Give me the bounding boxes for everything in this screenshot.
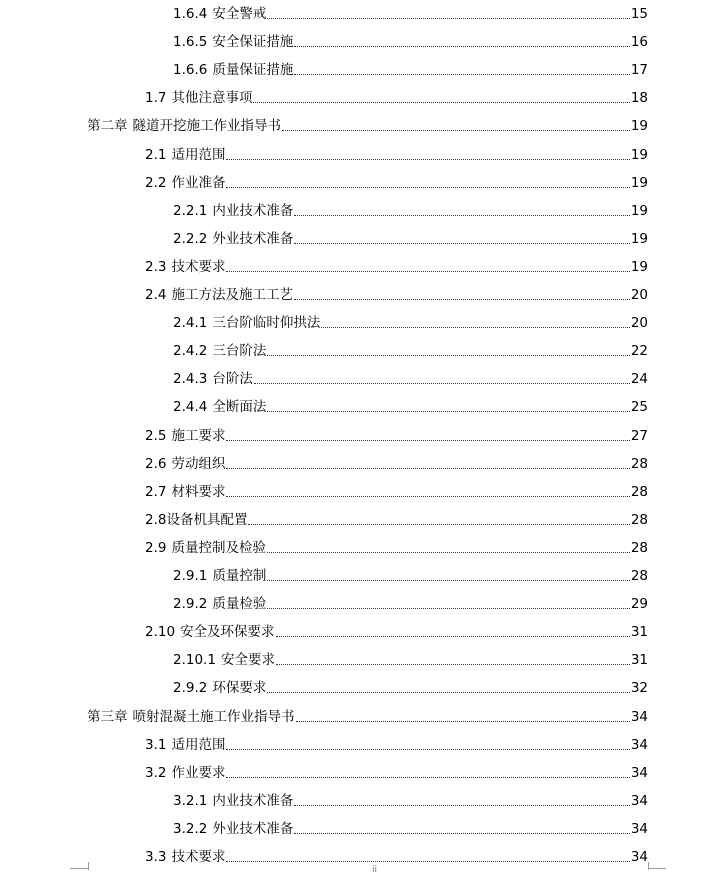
toc-entry-page: 16 [630, 34, 648, 51]
toc-entry[interactable] [145, 283, 648, 303]
toc-dot-leader [226, 861, 629, 862]
toc-entry-number: 2.4.3 [173, 371, 208, 388]
toc-entry-page: 22 [630, 343, 648, 360]
toc-entry-page: 19 [630, 230, 648, 247]
toc-dot-leader [254, 383, 630, 384]
toc-entry-title: 外业技术准备 [212, 820, 294, 837]
toc-entry-page: 28 [630, 455, 648, 472]
toc-entry[interactable] [173, 817, 648, 837]
toc-entry-title: 材料要求 [171, 483, 226, 500]
toc-entry-title: 三台阶法 [212, 343, 267, 360]
toc-entry-number: 2.9.2 [173, 596, 208, 613]
toc-entry[interactable] [145, 620, 648, 640]
toc-dot-leader [294, 74, 629, 75]
toc-entry[interactable] [145, 536, 648, 556]
toc-entry-number: 3.2.1 [173, 792, 208, 809]
toc-entry-number: 1.6.5 [173, 34, 208, 51]
toc-dot-leader [276, 664, 630, 665]
toc-entry-title: 技术要求 [171, 258, 226, 275]
toc-entry-page: 34 [630, 820, 648, 837]
toc-entry[interactable] [145, 761, 648, 781]
toc-entry-page: 19 [630, 202, 648, 219]
toc-entry-title: 作业准备 [171, 174, 226, 191]
toc-entry-number: 1.6.6 [173, 62, 208, 79]
toc-entry-page: 19 [630, 174, 648, 191]
toc-entry-title: 安全警戒 [212, 6, 267, 22]
toc-dot-leader [226, 496, 629, 497]
toc-entry[interactable] [173, 676, 648, 696]
toc-entry-page: 17 [630, 62, 648, 79]
toc-dot-leader [226, 159, 629, 160]
toc-entry-title: 安全保证措施 [212, 34, 294, 51]
toc-entry-page: 28 [630, 511, 648, 528]
toc-entry-number: 3.2.2 [173, 820, 208, 837]
toc-entry[interactable] [145, 424, 648, 444]
toc-entry[interactable] [173, 2, 648, 22]
toc-dot-leader [253, 102, 629, 103]
toc-dot-leader [294, 833, 629, 834]
toc-entry[interactable] [145, 845, 648, 865]
toc-entry-page: 34 [630, 708, 648, 725]
toc-entry-page: 20 [630, 287, 648, 303]
toc-entry-page: 19 [630, 258, 648, 275]
toc-entry-number: 2.3 [145, 258, 167, 275]
toc-entry-number: 2.8 [145, 511, 167, 528]
toc-entry[interactable] [173, 30, 648, 50]
toc-entry-number: 2.10.1 [173, 652, 216, 669]
toc-dot-leader [294, 805, 629, 806]
toc-entry-number: 2.2.2 [173, 230, 208, 247]
toc-entry-page: 27 [630, 427, 648, 444]
toc-dot-leader [296, 721, 630, 722]
toc-entry-page: 20 [630, 315, 648, 332]
toc-entry-page: 18 [630, 90, 648, 107]
toc-entry-title: 喷射混凝土施工作业指导书 [132, 708, 295, 725]
toc-entry-number: 2.1 [145, 146, 167, 163]
toc-entry-title: 质量控制及检验 [171, 539, 266, 556]
toc-entry-page: 34 [630, 764, 648, 781]
toc-entry-number: 第二章 [87, 118, 128, 135]
toc-entry-number: 3.1 [145, 736, 167, 753]
toc-entry[interactable] [145, 255, 648, 275]
toc-entry-number: 2.4.2 [173, 343, 208, 360]
toc-dot-leader [267, 18, 629, 19]
toc-dot-leader [226, 749, 629, 750]
toc-entry[interactable] [173, 311, 648, 331]
toc-entry-title: 安全及环保要求 [180, 624, 275, 641]
toc-entry-number: 2.4.4 [173, 399, 208, 416]
toc-entry-number: 1.7 [145, 90, 167, 107]
toc-dot-leader [294, 299, 630, 300]
toc-dot-leader [226, 187, 629, 188]
toc-entry[interactable] [173, 564, 648, 584]
toc-entry-page: 34 [630, 736, 648, 753]
toc-entry-title: 环保要求 [212, 680, 267, 697]
toc-entry-number: 1.6.4 [173, 6, 208, 22]
toc-entry-page: 31 [630, 624, 648, 641]
toc-entry[interactable] [173, 789, 648, 809]
toc-entry-page: 29 [630, 596, 648, 613]
toc-entry-page: 25 [630, 399, 648, 416]
toc-dot-leader [267, 608, 629, 609]
toc-entry[interactable] [173, 339, 648, 359]
toc-entry-title: 其他注意事项 [171, 90, 253, 107]
toc-entry-title: 质量检验 [212, 596, 267, 613]
toc-entry[interactable] [145, 143, 648, 163]
toc-entry[interactable] [173, 648, 648, 668]
toc-entry[interactable] [145, 733, 648, 753]
toc-dot-leader [267, 692, 629, 693]
toc-entry-title: 隧道开挖施工作业指导书 [132, 118, 281, 135]
toc-entry-number: 2.10 [145, 624, 176, 641]
toc-entry-number: 2.5 [145, 427, 167, 444]
toc-entry-title: 作业要求 [171, 764, 226, 781]
toc-entry-page: 19 [630, 146, 648, 163]
toc-entry-number: 2.9.1 [173, 568, 208, 584]
toc-entry[interactable] [173, 592, 648, 612]
toc-entry-title: 内业技术准备 [212, 792, 294, 809]
toc-entry-page: 28 [630, 568, 648, 584]
toc-entry[interactable] [87, 705, 648, 725]
toc-entry-page: 28 [630, 483, 648, 500]
page-corner-mark-right-vertical [648, 862, 649, 870]
toc-dot-leader [267, 580, 629, 581]
toc-entry[interactable] [145, 508, 648, 528]
toc-entry-page: 15 [630, 6, 648, 22]
toc-entry-title: 外业技术准备 [212, 230, 294, 247]
toc-entry[interactable] [173, 58, 648, 78]
toc-dot-leader [294, 215, 629, 216]
toc-dot-leader [294, 243, 629, 244]
toc-dot-leader [226, 271, 629, 272]
toc-entry-number: 2.7 [145, 483, 167, 500]
toc-entry-number: 2.2 [145, 174, 167, 191]
toc-entry[interactable] [173, 395, 648, 415]
toc-entry-page: 28 [630, 539, 648, 556]
toc-dot-leader [294, 46, 629, 47]
toc-entry-number: 2.9.2 [173, 680, 208, 697]
toc-entry-title: 全断面法 [212, 399, 267, 416]
toc-entry[interactable] [173, 199, 648, 219]
toc-entry-page: 34 [630, 849, 648, 865]
toc-dot-leader [282, 130, 630, 131]
toc-dot-leader [248, 524, 629, 525]
toc-entry-number: 2.9 [145, 539, 167, 556]
toc-dot-leader [321, 327, 629, 328]
toc-entry[interactable] [173, 367, 648, 387]
toc-entry[interactable] [145, 480, 648, 500]
toc-entry-number: 3.3 [145, 849, 167, 865]
toc-entry-number: 2.4 [145, 287, 167, 303]
toc-entry[interactable] [145, 452, 648, 472]
toc-entry-page: 19 [630, 118, 648, 135]
toc-entry-number: 3.2 [145, 764, 167, 781]
toc-entry[interactable] [145, 86, 648, 106]
toc-entry-title: 质量控制 [212, 568, 267, 584]
toc-entry-title: 技术要求 [171, 849, 226, 865]
toc-entry-page: 34 [630, 792, 648, 809]
toc-entry-title: 三台阶临时仰拱法 [212, 315, 321, 332]
toc-entry-title: 质量保证措施 [212, 62, 294, 79]
toc-dot-leader [226, 440, 629, 441]
toc-entry-number: 2.6 [145, 455, 167, 472]
toc-dot-leader [226, 777, 629, 778]
toc-entry-title: 设备机具配置 [166, 511, 248, 528]
page-number: ii [372, 865, 378, 875]
toc-entry[interactable] [173, 227, 648, 247]
toc-dot-leader [267, 552, 630, 553]
toc-entry-page: 32 [630, 680, 648, 697]
toc-entry-title: 台阶法 [212, 371, 253, 388]
page-corner-mark-left-vertical [88, 862, 89, 870]
toc-entry-page: 31 [630, 652, 648, 669]
toc-entry-title: 适用范围 [171, 736, 226, 753]
toc-entry-title: 内业技术准备 [212, 202, 294, 219]
toc-entry-title: 施工要求 [171, 427, 226, 444]
toc-entry-number: 2.4.1 [173, 315, 208, 332]
toc-entry-title: 安全要求 [220, 652, 275, 669]
toc-entry[interactable] [87, 114, 648, 134]
toc-dot-leader [276, 636, 630, 637]
toc-dot-leader [226, 468, 629, 469]
toc-entry-number: 2.2.1 [173, 202, 208, 219]
toc-entry[interactable] [145, 171, 648, 191]
toc-entry-title: 施工方法及施工工艺 [171, 287, 293, 303]
toc-dot-leader [267, 355, 629, 356]
toc-entry-title: 适用范围 [171, 146, 226, 163]
toc-entry-number: 第三章 [87, 708, 128, 725]
toc-dot-leader [267, 411, 629, 412]
toc-entry-title: 劳动组织 [171, 455, 226, 472]
toc-entry-page: 24 [630, 371, 648, 388]
